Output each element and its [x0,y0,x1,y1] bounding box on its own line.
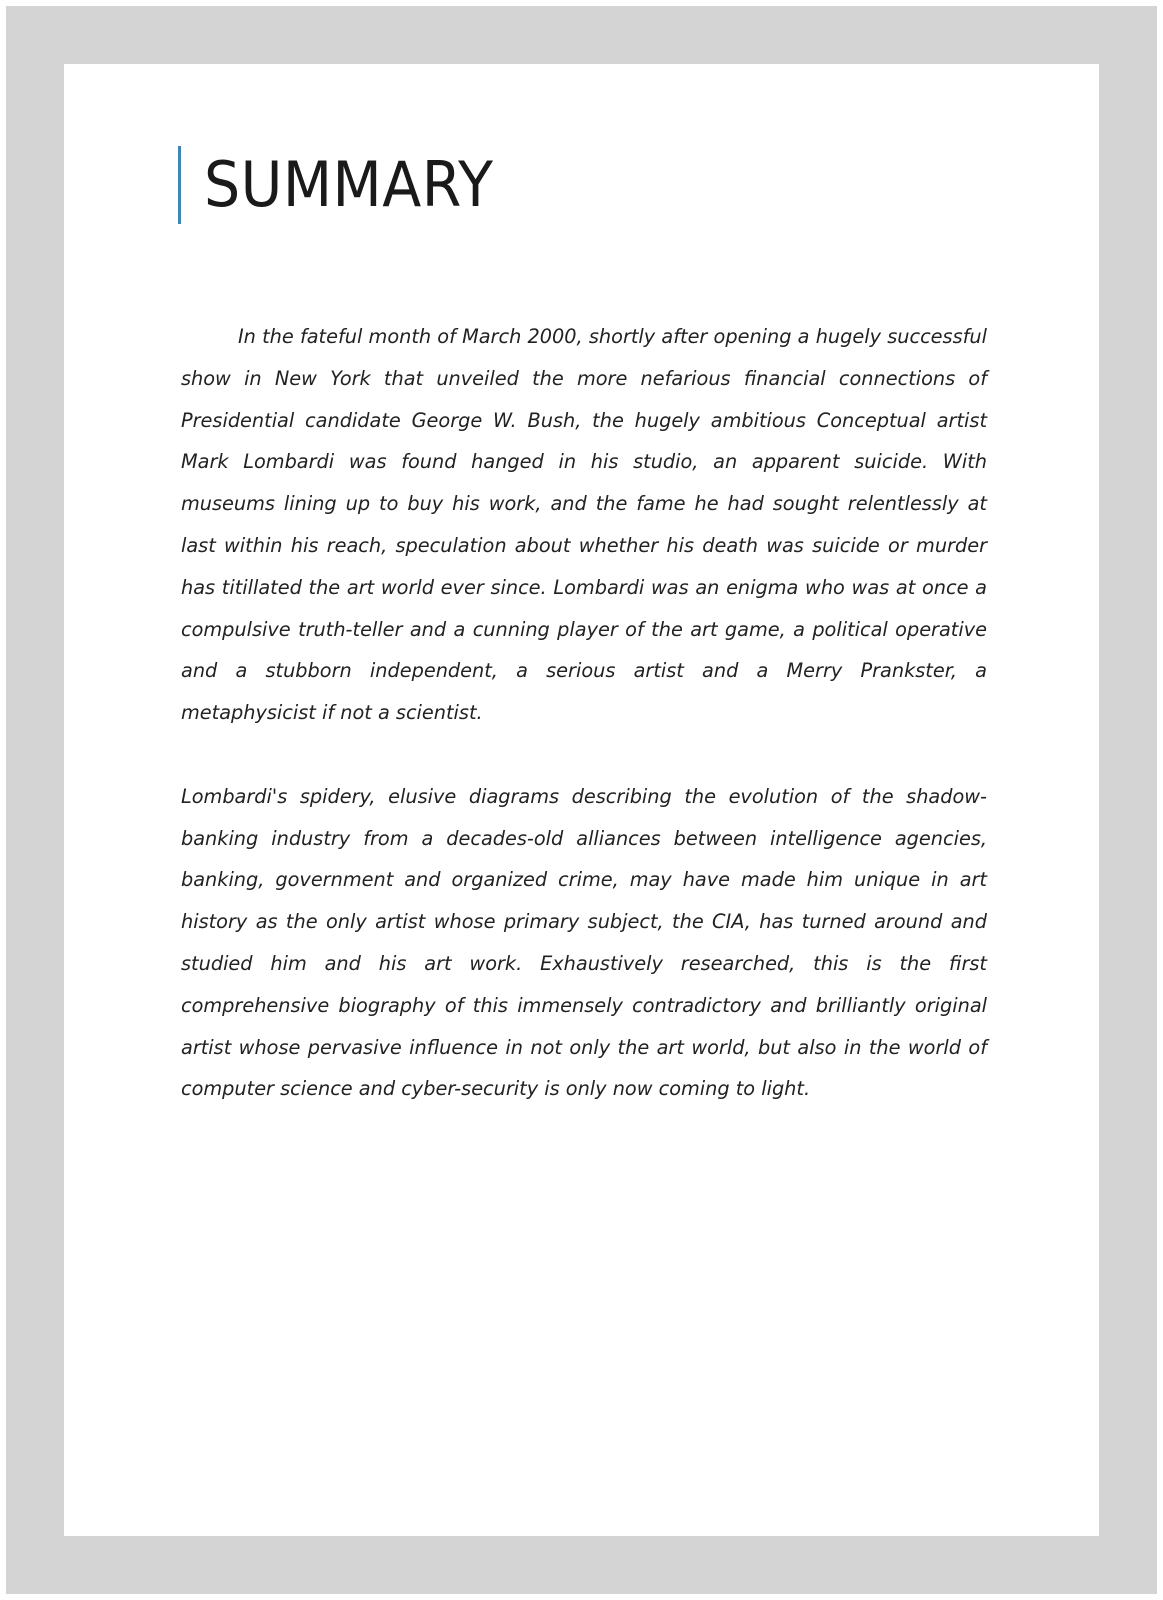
summary-paragraph-1: In the fateful month of March 2000, shortly after opening a hugely successful show in New York that unveiled the more nefarious financial connections of Presidential candidate George W. Bush, the hugely ambitious Conceptual artist Mark Lombardi was found hanged in his studio, an apparent suicide. With museums lining up to buy his work, and the fame he had sought relentlessly at last within his reach, speculation about whether his death was suicide or murder has titillated the art world ever since. Lombardi was an enigma who was at once a compulsive truth-teller and a cunning player of the art game, a political operative and a stubborn independent, a serious artist and a Merry Prankster, a metaphysicist if not a scientist. [181,325,987,725]
document-page [64,64,1099,1536]
document-viewer [6,6,1157,1594]
heading-accent-bar [178,146,181,224]
summary-paragraph-2: Lombardi's spidery, elusive diagrams describing the evolution of the shadow-banking industry from a decades-old alliances between intelligence agencies, banking, government and organized crime, may have made him unique in art history as the only artist whose primary subject, the CIA, has turned around and studied him and his art work. Exhaustively researched, this is the first comprehensive biography of this immensely contradictory and brilliantly original artist whose pervasive influence in not only the art world, but also in the world of computer science and cyber-security is only now coming to light. [181,784,987,1101]
heading-block [178,146,519,224]
summary-body [181,316,987,1110]
page-title: SUMMARY [204,148,494,221]
